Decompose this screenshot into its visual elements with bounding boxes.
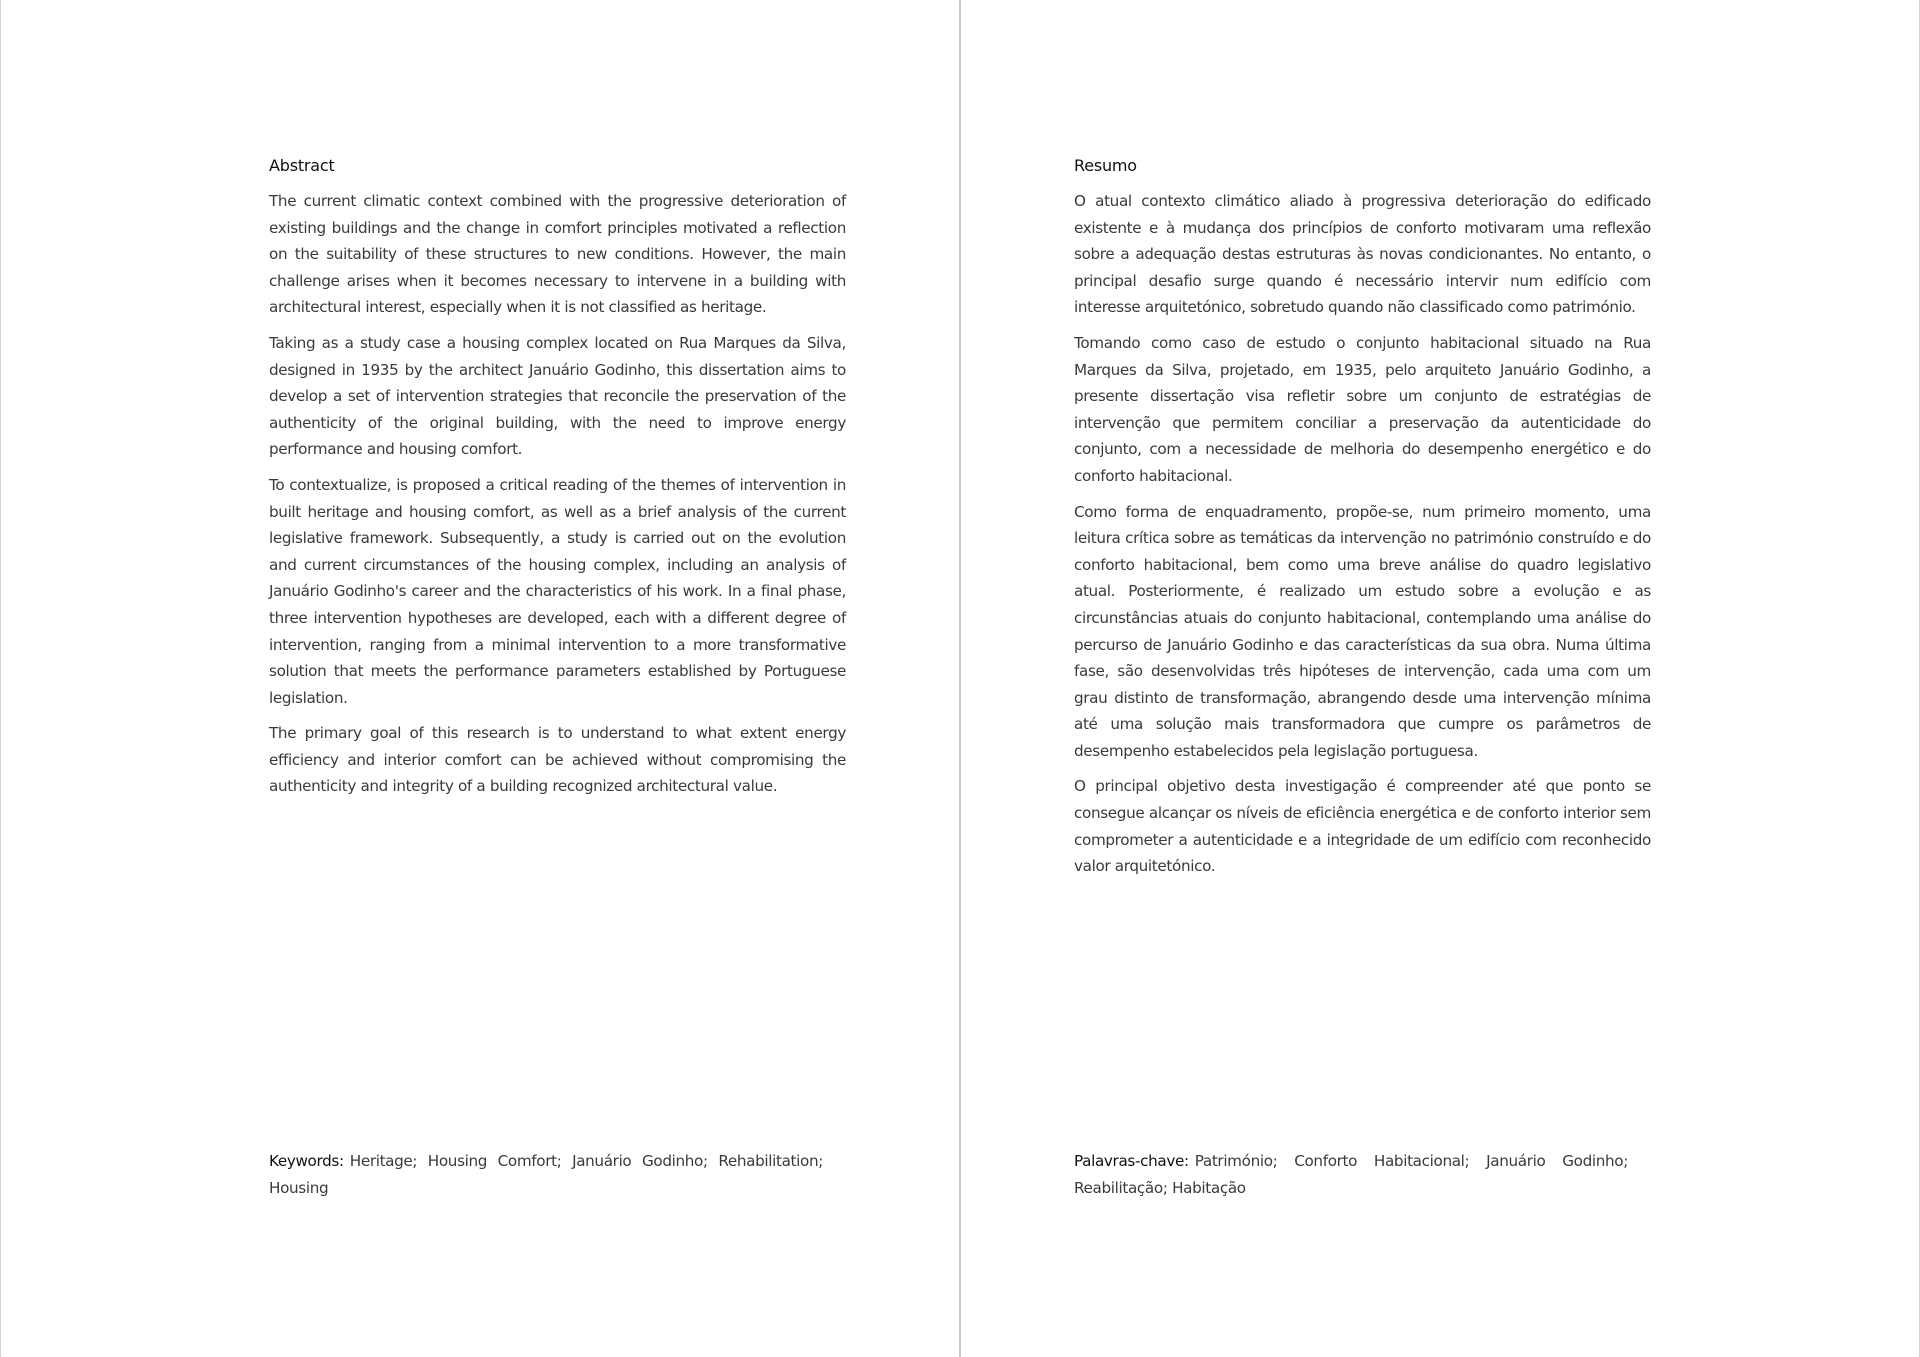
keywords-label: Keywords: [269, 1152, 344, 1170]
abstract-text-block [269, 154, 846, 809]
resumo-text-block [1074, 154, 1651, 889]
abstract-page [0, 0, 959, 1357]
resumo-paragraph-4: O principal objetivo desta investigação é compreender até que ponto se consegue alcançar os níveis de eficiência energética e de conforto interior sem comprometer a autenticidade e a integridade de um edifício com reconhecido valor arquitetónico. [1074, 777, 1651, 876]
resumo-keywords [1074, 1148, 1628, 1201]
palavras-chave-label: Palavras-chave: [1074, 1152, 1189, 1170]
resumo-paragraph-3: Como forma de enquadramento, propõe-se, num primeiro momento, uma leitura crítica sobre as temáticas da intervenção no património construído e do conforto habitacional, bem como uma breve análise do quadro legislativo atual. Posteriormente, é realizado um estudo sobre a evolução e as circunstâncias atuais do conjunto habitacional, contemplando uma análise do percurso de Januário Godinho e das características da sua obra. Numa última fase, são desenvolvidas três hipóteses de intervenção, cada uma com um grau distinto de transformação, abrangendo desde uma intervenção mínima até uma solução mais transformadora que cumpre os parâmetros de desempenho estabelecidos pela legislação portuguesa. [1074, 502, 1651, 760]
abstract-keywords [269, 1148, 823, 1201]
resumo-heading: Resumo [1074, 156, 1137, 175]
resumo-paragraph-2: Tomando como caso de estudo o conjunto habitacional situado na Rua Marques da Silva, projetado, em 1935, pelo arquiteto Januário Godinho, a presente dissertação visa refletir sobre um conjunto de estratégias de intervenção que permitem conciliar a preservação da autenticidade do conjunto, com a necessidade de melhoria do desempenho energético e do conforto habitacional. [1074, 333, 1651, 485]
abstract-paragraph-3: To contextualize, is proposed a critical reading of the themes of intervention in built heritage and housing comfort, as well as a brief analysis of the current legislative framework. Subsequently, a study is carried out on the evolution and current circumstances of the housing complex, including an analysis of Januário Godinho's career and the characteristics of his work. In a final phase, three intervention hypotheses are developed, each with a different degree of intervention, ranging from a minimal intervention to a more transformative solution that meets the performance parameters established by Portuguese legislation. [269, 475, 846, 707]
abstract-paragraph-4: The primary goal of this research is to understand to what extent energy efficiency and interior comfort can be achieved without compromising the authenticity and integrity of a building recognized architectural value. [269, 724, 846, 796]
abstract-paragraph-2: Taking as a study case a housing complex located on Rua Marques da Silva, designed in 1935 by the architect Januário Godinho, this dissertation aims to develop a set of intervention strategies that reconcile the preservation of the authenticity of the original building, with the need to improve energy performance and housing comfort. [269, 333, 846, 459]
resumo-paragraph-1: O atual contexto climático aliado à progressiva deterioração do edificado existente e à mudança dos princípios de conforto motivaram uma reflexão sobre a adequação destas estruturas às novas condicionantes. No entanto, o principal desafio surge quando é necessário intervir num edifício com interesse arquitetónico, sobretudo quando não classificado como património. [1074, 192, 1651, 317]
resumo-page [961, 0, 1920, 1357]
keywords-list: Heritage; Housing Comfort; Januário Godinho; Rehabilitation; Housing [269, 1152, 823, 1197]
abstract-paragraph-1: The current climatic context combined with the progressive deterioration of existing buildings and the change in comfort principles motivated a reflection on the suitability of these structures to new conditions. However, the main challenge arises when it becomes necessary to intervene in a building with architectural interest, especially when it is not classified as heritage. [269, 192, 846, 317]
abstract-heading: Abstract [269, 156, 335, 175]
palavras-chave-list: Património; Conforto Habitacional; Januário Godinho; Reabilitação; Habitação [1074, 1152, 1628, 1197]
